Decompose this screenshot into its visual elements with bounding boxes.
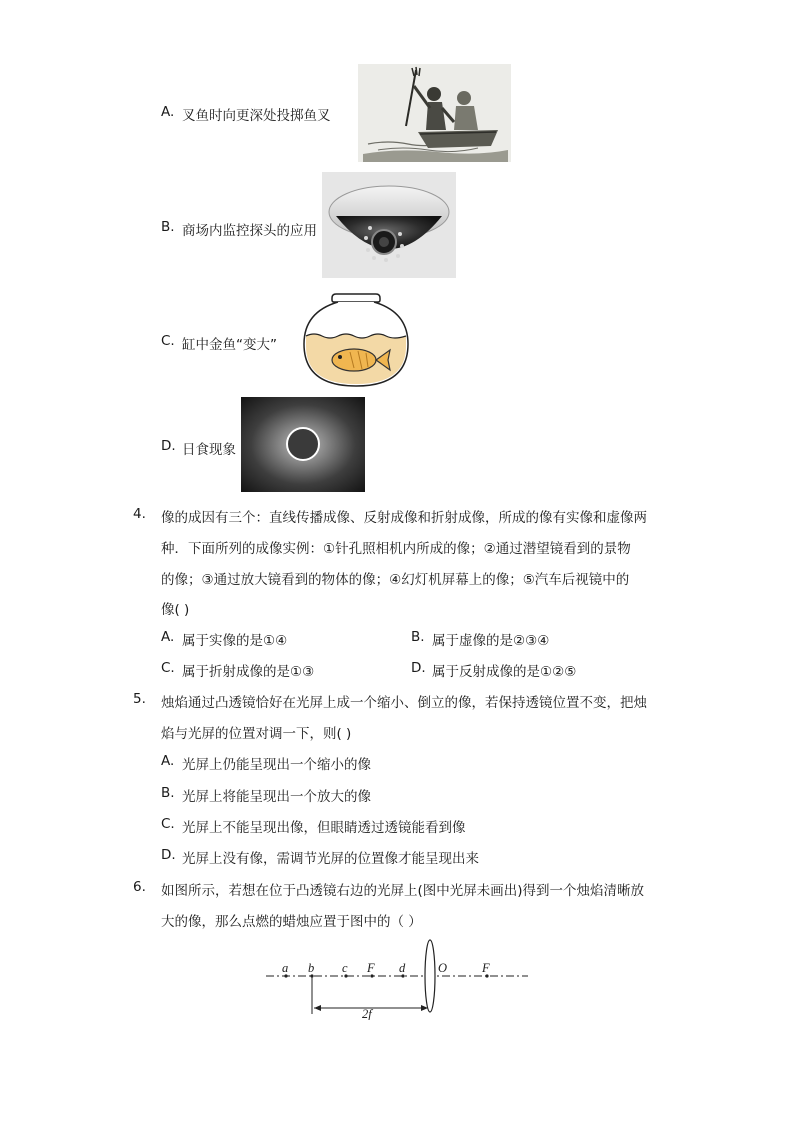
option-text: 光屏上将能呈现出一个放大的像 xyxy=(182,789,371,805)
option-label: C. xyxy=(161,660,175,676)
point-label-c: c xyxy=(342,961,348,975)
option-text: 属于虚像的是②③④ xyxy=(432,633,550,649)
point-label-o: O xyxy=(438,961,448,975)
option-label: D. xyxy=(161,847,176,863)
question-number: 4. xyxy=(133,506,146,522)
question-text-line: 种．下面所列的成像实例：①针孔照相机内所成的像；②通过潜望镜看到的景物 xyxy=(161,541,631,557)
option-label: D. xyxy=(411,660,426,676)
option-text: 日食现象 xyxy=(182,442,236,458)
security-camera-image xyxy=(322,172,456,278)
option-label: B. xyxy=(411,629,425,645)
option-text: 商场内监控探头的应用 xyxy=(182,223,317,239)
point-label-f-left: F xyxy=(367,961,375,975)
option-label: A. xyxy=(161,753,175,769)
question-number: 5. xyxy=(133,691,146,707)
option-text: 属于折射成像的是①③ xyxy=(182,664,315,680)
option-text: 光屏上仍能呈现出一个缩小的像 xyxy=(182,757,371,773)
dimension-label: 2f xyxy=(362,1007,372,1020)
option-label: B. xyxy=(161,785,175,801)
question-text-line: 的像；③通过放大镜看到的物体的像；④幻灯机屏幕上的像；⑤汽车后视镜中的 xyxy=(161,572,630,588)
option-text: 光屏上不能呈现出像，但眼睛透过透镜能看到像 xyxy=(182,820,466,836)
option-label: A. xyxy=(161,629,175,645)
lens-diagram xyxy=(262,936,534,1020)
point-label-a: a xyxy=(282,961,289,975)
option-text: 属于实像的是①④ xyxy=(182,633,288,649)
option-text: 属于反射成像的是①②⑤ xyxy=(432,664,577,680)
option-text: 叉鱼时向更深处投掷鱼叉 xyxy=(182,108,331,124)
option-label: C. xyxy=(161,333,175,349)
question-text-line: 如图所示，若想在位于凸透镜右边的光屏上(图中光屏未画出)得到一个烛焰清晰放 xyxy=(161,883,645,899)
question-text-line: 烛焰通过凸透镜恰好在光屏上成一个缩小、倒立的像，若保持透镜位置不变，把烛 xyxy=(161,695,647,711)
point-label-f-right: F xyxy=(482,961,490,975)
question-text-line: 焰与光屏的位置对调一下，则( ) xyxy=(161,726,352,742)
fisherman-spear-image xyxy=(358,64,511,162)
goldfish-bowl-image xyxy=(300,290,412,390)
option-label: B. xyxy=(161,219,175,235)
question-text-line: 大的像，那么点燃的蜡烛应置于图中的（ ） xyxy=(161,914,422,930)
question-number: 6. xyxy=(133,879,146,895)
option-text: 光屏上没有像，需调节光屏的位置像才能呈现出来 xyxy=(182,851,479,867)
question-text-line: 像( ) xyxy=(161,602,190,618)
point-label-b: b xyxy=(308,961,315,975)
question-text-line: 像的成因有三个：直线传播成像、反射成像和折射成像，所成的像有实像和虚像两 xyxy=(161,510,647,526)
point-label-d: d xyxy=(399,961,406,975)
solar-eclipse-image xyxy=(241,397,365,492)
option-text: 缸中金鱼“变大” xyxy=(182,337,277,353)
option-label: A. xyxy=(161,104,175,120)
convex-lens xyxy=(425,940,435,1012)
option-label: D. xyxy=(161,438,176,454)
option-label: C. xyxy=(161,816,175,832)
